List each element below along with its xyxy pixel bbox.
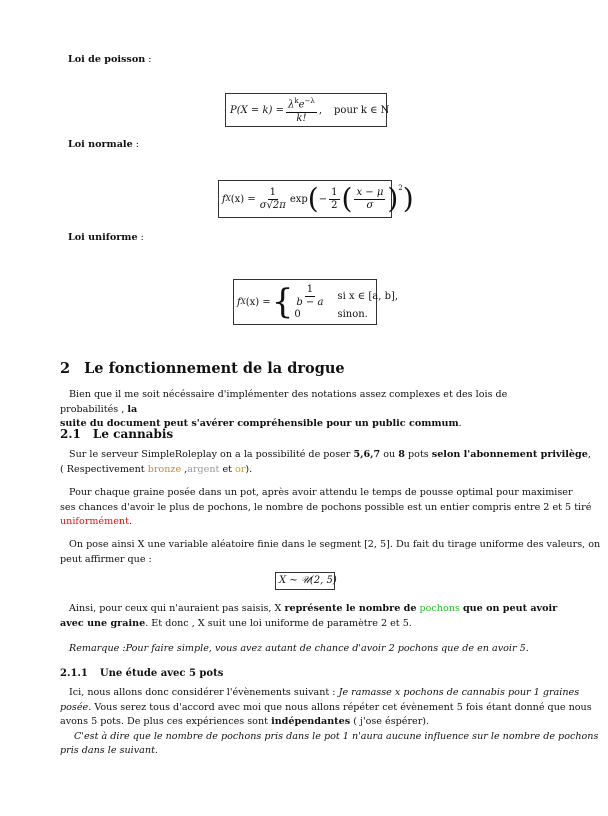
uniforme-brace: { [271,282,294,322]
p3-line-1: On pose ainsi X une variable aléatoire finie dans le segment [2, 5]. Du fait du tirage uniforme des valeurs, on [69,539,601,550]
normale-frac1 [258,187,288,212]
normale-lhs-sub: X [225,195,231,203]
normale-frac2-den: 2 [331,199,338,211]
section-2-heading [60,360,345,377]
normale-paren-close: ) [402,182,414,215]
poisson-num-sup2: −λ [304,97,315,106]
poisson-cond: pour k ∈ N [334,104,390,116]
intro-bold-1: la [127,403,138,415]
distribution-formula: X ∼ 𝒰(2, 5) [279,575,337,586]
section-2-number: 2 [60,360,71,377]
normale-frac2-num: 1 [331,186,338,198]
poisson-fraction [286,95,317,124]
poisson-den: k! [296,112,307,124]
p4-b: représente le nombre de [284,603,417,614]
normale-frac3-num: x − μ [356,186,384,198]
intro-text: Bien que il me soit nécéssaire d'implémenter des notations assez complexes et des lois de probabilités , [60,389,508,415]
paragraph-variable [60,538,601,567]
p1-d: 8 [398,449,405,460]
paragraph-conclusion [60,602,558,631]
section-2-1-1-heading [60,668,223,679]
section-2-1-title: Le cannabis [92,427,174,441]
paragraph-pots [60,448,591,477]
l2-a: posée. [60,701,92,713]
p1-h: ( Respectivement [60,463,145,475]
normale-heading [68,138,139,153]
p1-j: et [219,463,236,475]
l4: C'est à dire que le nombre de pochons pris dans le pot 1 n'aura aucune influence sur le nombre de pochons [74,730,599,742]
uniforme-case1-num: 1 [306,284,314,295]
poisson-formula-box [225,93,390,127]
uniforme-case2-val: 0 [294,309,301,320]
uniformement-text: uniformément [60,516,129,527]
normale-inner-paren-open: ( [341,182,353,215]
normale-frac1-den: σ√2π [259,199,286,211]
normale-inner-paren-close: ) [387,182,399,215]
l1-b: Je ramasse x pochons de cannabis pour 1 graines [338,687,580,698]
poisson-colon: : [145,54,152,65]
uniforme-label: Loi uniforme [68,232,138,243]
l1-a: Ici, nous allons donc considérer l'évènements suivant : [69,687,336,698]
p1-f: selon l'abonnement privilège [431,449,588,460]
p4-a: Ainsi, pour ceux qui n'auraient pas saisis, X [69,603,282,614]
p4-e: . Et donc , X suit une loi uniforme de paramètre 2 et 5. [145,617,412,629]
l2-b: Vous serez tous d'accord avec moi que nous allons répéter cet évènement 5 fois étant donné que nous [94,701,592,713]
p2-line-1: Pour chaque graine posée dans un pot, après avoir attendu le temps de pousse optimal pour maximiser [69,487,573,498]
bronze-text: bronze [147,463,182,475]
paragraph-etude [60,686,599,759]
p2-end: . [128,516,132,527]
section-2-1-number: 2.1 [60,427,81,441]
p1-g: , [587,449,591,460]
pochons-text: pochons [419,603,460,614]
section-2-1-heading [60,427,173,441]
normale-lhs: f [222,193,226,205]
normale-minus: − [318,193,328,205]
l3-c: ( j'ose éspérer). [353,716,430,727]
intro-end: . [458,418,462,429]
uniforme-cases [294,284,398,320]
uniforme-lhs-sub: X [240,298,246,306]
normale-exp: exp [289,193,308,205]
p3-line-2: peut affirmer que : [60,553,152,565]
poisson-tail: , [318,104,323,116]
p1-a: Sur le serveur SimpleRoleplay on a la possibilité de poser [69,449,351,460]
uniforme-case1-frac [294,284,325,309]
poisson-label: Loi de poisson [68,54,146,65]
uniforme-lhs: f [237,296,241,308]
section-2-title: Le fonctionnement de la drogue [84,360,345,377]
normale-formula-box [218,180,414,218]
normale-frac1-num: 1 [269,186,276,198]
p1-k: ). [245,463,253,475]
l5: pris dans le suivant. [60,745,158,756]
p1-i: , [181,463,188,475]
section-2-intro [60,388,558,432]
p2-line-2: ses chances d'avoir le plus de pochons, le nombre de pochons possible est un entier compris entre 2 et 5 tiré [60,501,592,513]
uniforme-formula-box [233,279,399,325]
poisson-lhs: P(X = k) = [230,104,285,116]
section-2-1-1-number: 2.1.1 [60,668,88,679]
p1-c: ou [383,449,396,460]
normale-frac2 [329,187,339,212]
l3-b: indépendantes [271,716,351,727]
p4-c: que on peut avoir [462,603,558,614]
or-text: or [235,463,246,475]
normale-frac3-den: σ [366,199,374,211]
uniforme-case2-cond: sinon. [337,309,368,320]
remark: Remarque :Pour faire simple, vous avez autant de chance d'avoir 2 pochons que de en avoir 5. [69,643,529,654]
uniforme-case1-cond: si x ∈ [a, b], [337,291,399,302]
uniforme-case1-den: b − a [296,297,324,308]
poisson-num-sup1: k [294,97,299,106]
uniforme-lhs-rest: (x) = [245,296,271,308]
paragraph-graine [60,486,592,530]
p1-b: 5,6,7 [353,449,381,460]
p1-e: pots [408,449,429,460]
argent-text: argent [187,463,220,475]
normale-lhs-rest: (x) = [230,193,256,205]
l3-a: avons 5 pots. De plus ces expériences sont [60,716,268,727]
intro-bold-2: suite du document peut s'avérer compréhensible pour un public commum [60,418,459,429]
distribution-formula-box [275,572,335,590]
normale-paren-open: ( [307,182,319,215]
normale-square: 2 [398,184,403,192]
section-2-1-1-title: Une étude avec 5 pots [99,668,224,679]
normale-colon: : [132,139,139,150]
poisson-heading [68,53,152,68]
normale-label: Loi normale [68,139,133,150]
uniforme-heading [68,231,144,246]
poisson-num-base: λ [288,99,295,111]
normale-frac3 [354,187,385,212]
poisson-num-mid: e [298,99,305,111]
p4-d: avec une graine [60,617,146,629]
uniforme-colon: : [137,232,144,243]
